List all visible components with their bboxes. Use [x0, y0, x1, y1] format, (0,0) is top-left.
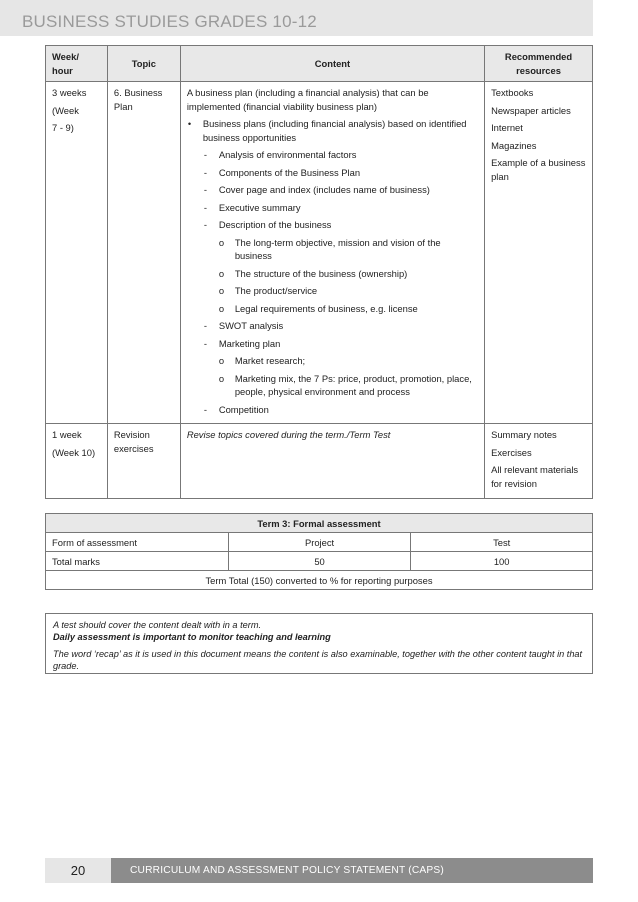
resources-cell: Summary notes Exercises All relevant materials for revision	[485, 424, 593, 499]
topic-cell: 6. Business Plan	[107, 82, 180, 424]
dash-icon: -	[203, 337, 207, 349]
week-cell: 1 week (Week 10)	[46, 424, 108, 499]
project-marks-cell: 50	[228, 552, 411, 571]
table-row	[46, 424, 593, 499]
dash-icon: -	[203, 201, 207, 213]
page-number: 20	[45, 858, 111, 883]
dash-icon: -	[203, 403, 207, 415]
note-line-bold: Daily assessment is important to monitor teaching and learning	[53, 631, 331, 642]
circle-bullet-icon: o	[218, 302, 225, 314]
test-marks-cell: 100	[411, 552, 593, 571]
project-cell: Project	[228, 533, 411, 552]
table-row	[46, 533, 593, 552]
formal-assessment-table	[45, 513, 593, 590]
assessment-footer-row	[46, 571, 593, 590]
assessment-title-row	[46, 514, 593, 533]
content-intro: A business plan (including a financial analysis) that can be implemented (financial viability business plan)	[186, 87, 429, 112]
note-line: The word ‘recap’ as it is used in this document means the content is also examinable, together with the other content taught in that grade.	[53, 649, 583, 671]
list-item: o The product/service	[218, 285, 318, 296]
circle-bullet-icon: o	[218, 285, 225, 296]
dash-icon: -	[203, 219, 207, 230]
list-item: - Cover page and index (includes name of business)	[203, 184, 430, 195]
page-header-title: BUSINESS STUDIES GRADES 10-12	[22, 12, 317, 31]
resources-cell: Textbooks Newspaper articles Internet Magazines Example of a business plan	[485, 82, 593, 424]
dash-icon: -	[203, 166, 207, 178]
list-item: o The structure of the business (ownership)	[218, 267, 408, 279]
content-cell	[180, 82, 484, 424]
dash-icon: -	[203, 149, 207, 160]
list-item: - Description of the business	[203, 219, 332, 230]
list-item: - Marketing plan	[203, 337, 281, 349]
circle-bullet-icon: o	[218, 372, 225, 384]
week-cell: 3 weeks (Week 7 - 9)	[46, 82, 108, 424]
footer-title: CURRICULUM AND ASSESSMENT POLICY STATEMENT (CAPS)	[130, 865, 444, 876]
circle-bullet-icon: o	[218, 236, 225, 248]
list-item: - SWOT analysis	[203, 320, 284, 331]
content-cell: Revise topics covered during the term./Term Test	[180, 424, 484, 499]
circle-bullet-icon: o	[218, 355, 225, 366]
list-item: o Market research;	[218, 355, 306, 366]
content-header: Content	[180, 46, 484, 82]
week-hour-header: Week/ hour	[46, 46, 108, 82]
list-item: o The long-term objective, mission and vision of the business	[218, 236, 441, 261]
topic-cell: Revision exercises	[107, 424, 180, 499]
resources-header: Recommended resources	[485, 46, 593, 82]
list-item: - Analysis of environmental factors	[203, 149, 357, 160]
dash-icon: -	[203, 184, 207, 195]
list-item: - Components of the Business Plan	[203, 166, 361, 178]
test-cell: Test	[411, 533, 593, 552]
topic-header: Topic	[107, 46, 180, 82]
term-total-note: Term Total (150) converted to % for reporting purposes	[46, 571, 593, 590]
table-header-row	[46, 46, 593, 82]
list-item: • Business plans (including financial analysis) based on identified business opportunities	[187, 118, 467, 143]
list-item: - Competition	[203, 403, 269, 415]
assessment-title: Term 3: Formal assessment	[46, 514, 593, 533]
assessment-note-box	[45, 613, 593, 674]
row-label: Total marks	[46, 552, 229, 571]
list-item: o Marketing mix, the 7 Ps: price, product, promotion, place, people, physical environment and process	[218, 372, 472, 397]
list-item: - Executive summary	[203, 201, 301, 213]
bullet-icon: •	[187, 118, 192, 129]
work-schedule-table	[45, 45, 593, 499]
list-item: o Legal requirements of business, e.g. license	[218, 302, 418, 314]
row-label: Form of assessment	[46, 533, 229, 552]
note-line: A test should cover the content dealt with in a term.	[53, 620, 262, 630]
dash-icon: -	[203, 320, 207, 331]
table-row	[46, 552, 593, 571]
table-row	[46, 82, 593, 424]
circle-bullet-icon: o	[218, 267, 225, 279]
